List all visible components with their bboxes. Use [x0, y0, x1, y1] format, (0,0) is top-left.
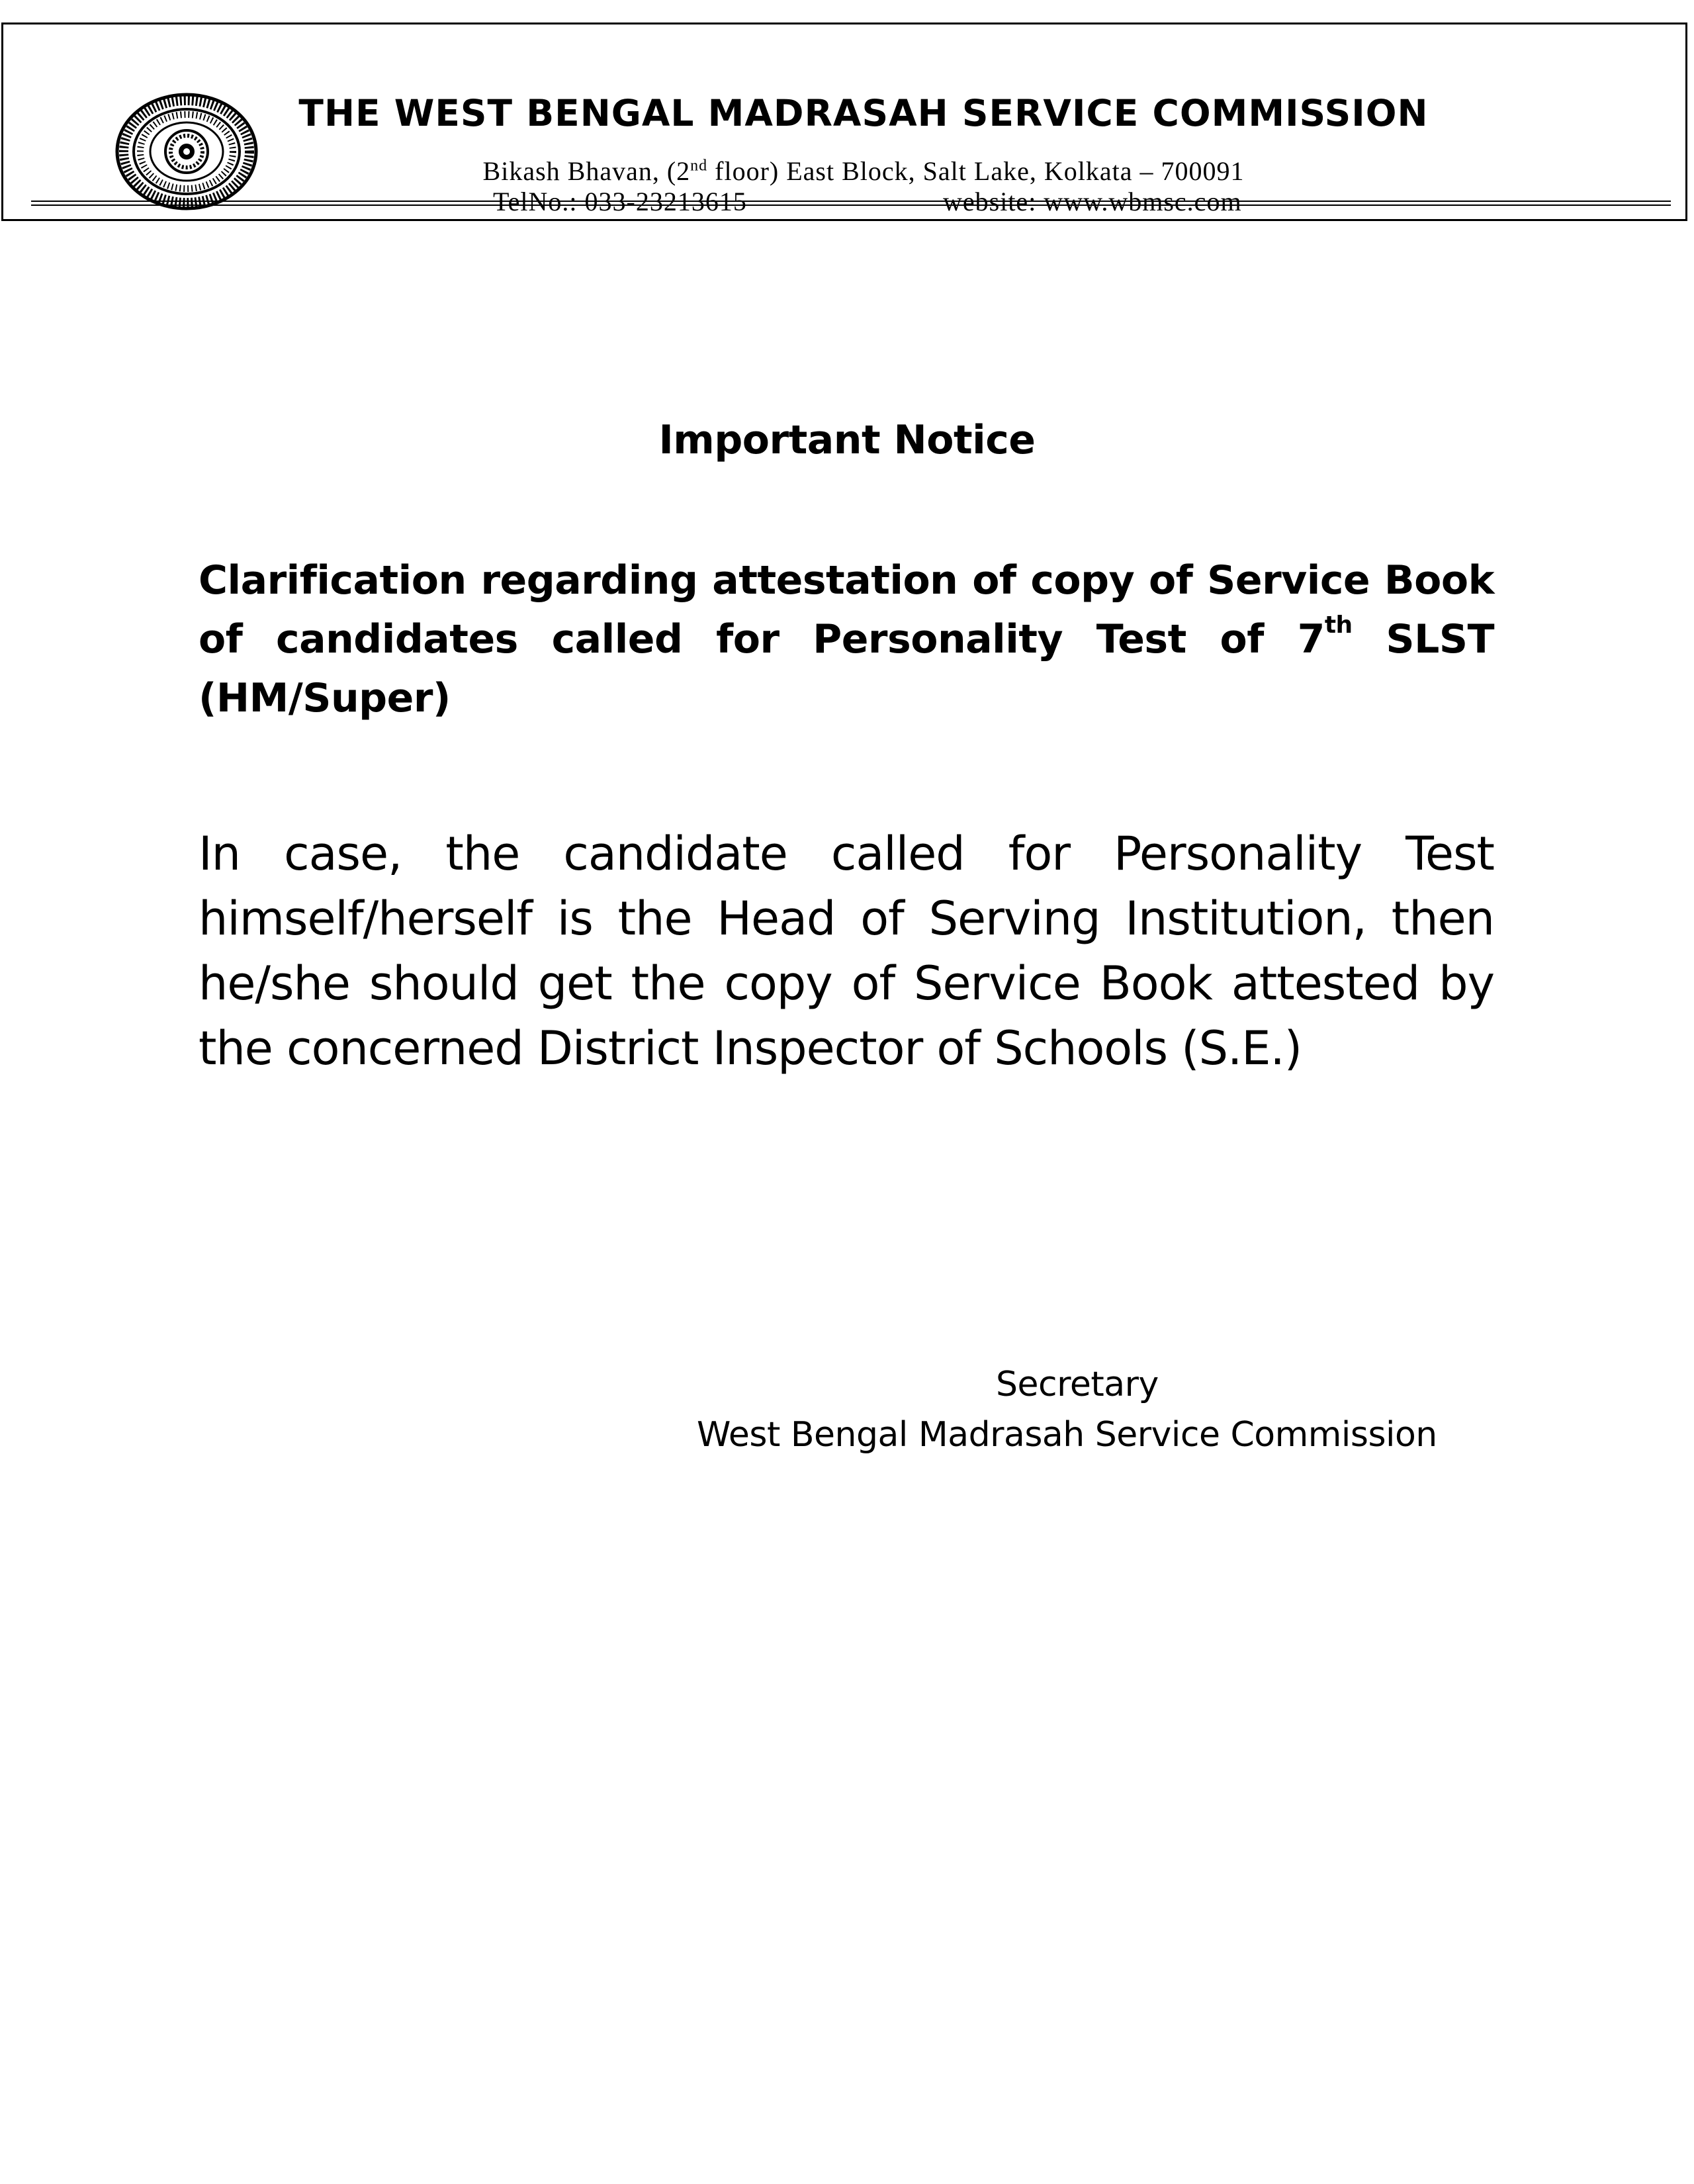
- notice-body: In case, the candidate called for Personality Test himself/herself is the Head of Serving Institution, then he/she should get the copy of Service Book attested by the concerned District Inspector of Schools (S.E.): [199, 827, 1494, 1075]
- website: website: www.wbmsc.com: [943, 187, 1242, 216]
- address-line: [202, 156, 1525, 187]
- letterhead-rule: [31, 205, 1671, 206]
- letterhead: [1, 23, 1687, 221]
- notice-title: Important Notice: [658, 417, 1036, 463]
- signatory-title: Secretary: [996, 1365, 1159, 1404]
- address-suffix: floor) East Block, Salt Lake, Kolkata – 700091: [707, 156, 1245, 186]
- telephone: TelNo.: 033-23213615: [493, 187, 747, 216]
- notice-subject: [199, 551, 1494, 728]
- signatory-organization: West Bengal Madrasah Service Commission: [697, 1415, 1437, 1455]
- address-prefix: Bikash Bhavan, (2: [482, 156, 691, 186]
- subject-suffix: SLST (HM/Super): [199, 616, 1494, 721]
- address-superscript: nd: [690, 157, 708, 175]
- subject-superscript: th: [1324, 612, 1353, 639]
- organization-name: THE WEST BENGAL MADRASAH SERVICE COMMISSION: [298, 92, 1429, 134]
- letterhead-rule: [31, 201, 1671, 202]
- subject-prefix: Clarification regarding attestation of copy of Service Book of candidates called for Personality Test of 7: [199, 557, 1494, 662]
